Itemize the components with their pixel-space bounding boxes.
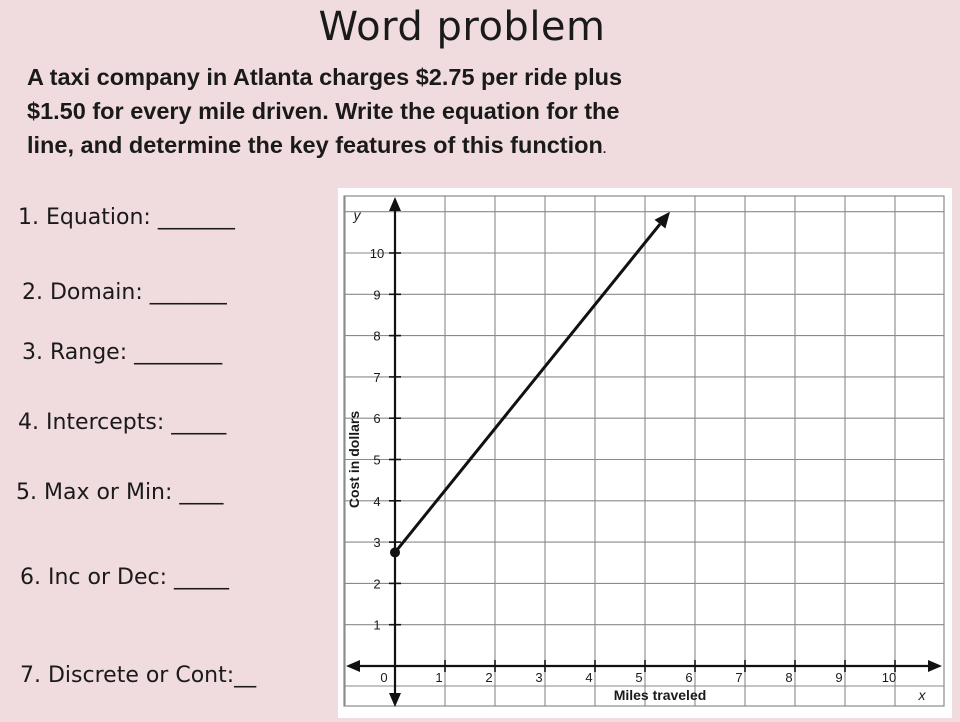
question-range: 3. Range: ________	[22, 340, 223, 365]
grid-frame	[344, 196, 944, 706]
problem-end-mark: .	[602, 142, 607, 156]
question-domain: 2. Domain: _______	[22, 280, 227, 305]
cost-vs-miles-chart	[338, 188, 952, 718]
y-tick-label: 1	[373, 617, 381, 633]
x-tick-label: 6	[685, 670, 693, 685]
cost-line	[395, 224, 660, 552]
y-tick-label: 7	[373, 369, 381, 385]
graph-card	[338, 188, 952, 718]
y-axis-arrowhead-bottom	[389, 693, 401, 707]
chart-axes	[346, 197, 942, 707]
x-tick-label: 2	[485, 670, 493, 685]
page-title: Word problem	[318, 4, 606, 50]
question-max-min: 5. Max or Min: ____	[16, 480, 224, 505]
y-axis-letter: y	[353, 207, 361, 223]
question-intercepts: 4. Intercepts: _____	[18, 410, 227, 435]
chart-series	[390, 212, 670, 558]
x-tick-label: 7	[735, 670, 743, 685]
y-tick-label: 8	[373, 328, 381, 344]
x-tick-label: 0	[380, 670, 388, 685]
x-tick-label: 4	[585, 670, 593, 685]
x-tick-label: 8	[785, 670, 793, 685]
x-axis-letter: x	[918, 687, 926, 703]
problem-statement	[27, 60, 907, 166]
y-tick-label: 6	[373, 411, 381, 427]
y-tick-label: 10	[369, 246, 385, 261]
x-tick-label: 3	[535, 670, 543, 685]
cost-line-start-point	[390, 547, 400, 557]
x-tick-label: 10	[881, 670, 897, 685]
question-inc-dec: 6. Inc or Dec: _____	[20, 565, 229, 590]
question-discrete-continuous: 7. Discrete or Cont:__	[20, 663, 257, 688]
y-tick-label: 9	[373, 287, 381, 303]
chart-grid	[344, 196, 944, 706]
y-axis-label: Cost in dollars	[346, 410, 362, 509]
x-axis-arrowhead-left	[346, 660, 360, 672]
x-axis-label: Miles traveled	[613, 687, 707, 703]
y-tick-label: 4	[373, 493, 381, 509]
x-tick-label: 9	[835, 670, 843, 685]
y-axis-arrowhead-top	[389, 197, 401, 211]
y-tick-label: 5	[373, 452, 381, 468]
problem-line-1: A taxi company in Atlanta charges $2.75 per ride plus	[27, 64, 623, 90]
question-equation: 1. Equation: _______	[18, 205, 235, 230]
x-tick-label: 5	[635, 670, 643, 685]
chart-labels	[346, 207, 927, 703]
x-axis-arrowhead-right	[928, 660, 942, 672]
problem-line-3	[27, 128, 907, 166]
x-tick-label: 1	[435, 670, 443, 685]
problem-line-3-text: line, and determine the key features of this function	[27, 132, 603, 158]
problem-line-2: $1.50 for every mile driven. Write the equation for the	[27, 98, 620, 124]
chart-ticks	[370, 246, 896, 685]
y-tick-label: 2	[373, 576, 381, 592]
y-tick-label: 3	[373, 535, 381, 551]
